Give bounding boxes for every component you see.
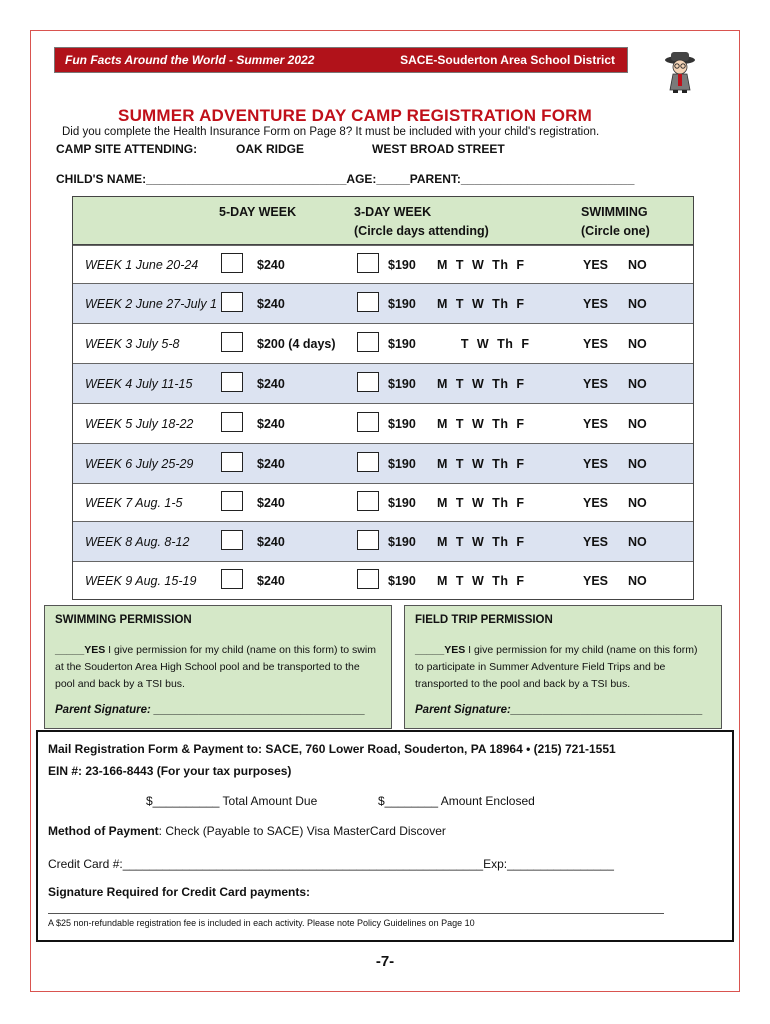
trip-perm-body: I give permission for my child (name on this form) to participate in Summer Adventure Field Trips and be transported to the pool and back by a TSI bus. xyxy=(415,644,698,690)
col-3day-sub: (Circle days attending) xyxy=(354,224,489,238)
field-trip-permission-box xyxy=(404,605,722,729)
table-row xyxy=(73,483,693,521)
price-5day: $240 xyxy=(257,573,285,588)
checkbox-3day[interactable] xyxy=(357,292,379,312)
price-3day: $190 xyxy=(388,495,416,510)
price-5day: $240 xyxy=(257,534,285,549)
checkbox-5day[interactable] xyxy=(221,569,243,589)
days-options[interactable]: M T W Th F xyxy=(437,296,525,311)
price-5day: $240 xyxy=(257,257,285,272)
price-5day: $240 xyxy=(257,376,285,391)
days-options[interactable]: M T W Th F xyxy=(437,376,525,391)
field-trip-permission-text xyxy=(415,642,709,693)
week-label: WEEK 7 Aug. 1-5 xyxy=(85,495,183,510)
banner-right-text: SACE-Souderton Area School District xyxy=(400,53,615,67)
table-row xyxy=(73,521,693,561)
camp-site-oak-ridge[interactable]: OAK RIDGE xyxy=(236,142,305,156)
price-3day: $190 xyxy=(388,257,416,272)
mail-payment-box xyxy=(36,730,734,942)
fee-note: A $25 non-refundable registration fee is included in each activity. Please note Policy Guidelines on Page 10 xyxy=(48,918,475,928)
swimming-permission-box xyxy=(44,605,392,729)
price-5day: $240 xyxy=(257,495,285,510)
mail-address-line: Mail Registration Form & Payment to: SACE, 760 Lower Road, Souderton, PA 18964 • (215) 721-1551 xyxy=(48,742,616,756)
swim-no[interactable]: NO xyxy=(628,376,647,391)
checkbox-5day[interactable] xyxy=(221,292,243,312)
price-5day: $240 xyxy=(257,296,285,311)
checkbox-3day[interactable] xyxy=(357,530,379,550)
camp-site-west-broad[interactable]: WEST BROAD STREET xyxy=(372,142,505,156)
col-5day: 5-DAY WEEK xyxy=(219,205,297,219)
days-options[interactable]: M T W Th F xyxy=(437,416,525,431)
checkbox-3day[interactable] xyxy=(357,412,379,432)
table-row xyxy=(73,323,693,363)
swim-yes[interactable]: YES xyxy=(583,573,609,588)
checkbox-3day[interactable] xyxy=(357,332,379,352)
table-row xyxy=(73,403,693,443)
swimming-permission-text xyxy=(55,642,379,693)
week-label: WEEK 3 July 5-8 xyxy=(85,336,180,351)
table-row xyxy=(73,443,693,483)
week-label: WEEK 1 June 20-24 xyxy=(85,257,199,272)
swim-no[interactable]: NO xyxy=(628,416,647,431)
swim-no[interactable]: NO xyxy=(628,534,647,549)
week-schedule-table xyxy=(72,196,694,600)
week-label: WEEK 8 Aug. 8-12 xyxy=(85,534,190,549)
signature-required: Signature Required for Credit Card payments: xyxy=(48,885,311,899)
swim-yes[interactable]: YES xyxy=(583,296,609,311)
checkbox-5day[interactable] xyxy=(221,530,243,550)
trip-parent-signature[interactable]: Parent Signature:______________________________ xyxy=(415,704,703,716)
child-name-line[interactable]: CHILD'S NAME:______________________________AGE:_____PARENT:__________________________ xyxy=(56,172,635,186)
credit-card-line[interactable]: Credit Card #:______________________________________________________Exp:________________ xyxy=(48,857,614,871)
swim-no[interactable]: NO xyxy=(628,573,647,588)
week-label: WEEK 6 July 25-29 xyxy=(85,456,194,471)
header-banner xyxy=(54,47,628,73)
days-options[interactable]: M T W Th F xyxy=(437,495,525,510)
swim-perm-body: I give permission for my child (name on this form) to swim at the Souderton Area High School pool and be transported to the pool and back by a TSI bus. xyxy=(55,644,376,690)
method-of-payment xyxy=(48,824,446,838)
week-label: WEEK 5 July 18-22 xyxy=(85,416,194,431)
week-rows xyxy=(73,245,693,599)
amount-enclosed[interactable]: $________ Amount Enclosed xyxy=(378,794,535,808)
checkbox-3day[interactable] xyxy=(357,569,379,589)
price-5day: $240 xyxy=(257,456,285,471)
swim-yes[interactable]: YES xyxy=(583,336,609,351)
swim-yes[interactable]: YES xyxy=(583,495,609,510)
price-3day: $190 xyxy=(388,534,416,549)
trip-yes-blank[interactable]: _____YES xyxy=(415,644,466,656)
swim-yes-blank[interactable]: _____YES xyxy=(55,644,106,656)
swim-yes[interactable]: YES xyxy=(583,534,609,549)
price-5day: $200 (4 days) xyxy=(257,336,336,351)
field-trip-permission-heading: FIELD TRIP PERMISSION xyxy=(415,614,553,626)
checkbox-3day[interactable] xyxy=(357,253,379,273)
swim-no[interactable]: NO xyxy=(628,456,647,471)
signature-line[interactable] xyxy=(48,913,664,914)
swimming-permission-heading: SWIMMING PERMISSION xyxy=(55,614,192,626)
swim-no[interactable]: NO xyxy=(628,495,647,510)
swim-yes[interactable]: YES xyxy=(583,456,609,471)
price-3day: $190 xyxy=(388,416,416,431)
price-3day: $190 xyxy=(388,573,416,588)
swim-no[interactable]: NO xyxy=(628,336,647,351)
price-3day: $190 xyxy=(388,336,416,351)
days-options[interactable]: M T W Th F xyxy=(437,257,525,272)
swim-no[interactable]: NO xyxy=(628,257,647,272)
detective-mascot-icon xyxy=(662,50,698,94)
health-note: Did you complete the Health Insurance Form on Page 8? It must be included with your child's registration. xyxy=(62,126,600,138)
col-swimming: SWIMMING xyxy=(581,205,648,219)
checkbox-3day[interactable] xyxy=(357,491,379,511)
method-label: Method of Payment xyxy=(48,824,159,838)
method-options[interactable]: : Check (Payable to SACE) Visa MasterCard Discover xyxy=(158,824,446,838)
checkbox-3day[interactable] xyxy=(357,372,379,392)
week-label: WEEK 4 July 11-15 xyxy=(85,376,193,391)
table-row xyxy=(73,283,693,323)
days-options[interactable]: T W Th F xyxy=(437,336,530,351)
checkbox-5day[interactable] xyxy=(221,491,243,511)
table-row xyxy=(73,363,693,403)
days-options[interactable]: M T W Th F xyxy=(437,573,525,588)
checkbox-3day[interactable] xyxy=(357,452,379,472)
camp-site-label: CAMP SITE ATTENDING: xyxy=(56,142,198,156)
swim-yes[interactable]: YES xyxy=(583,416,609,431)
banner-left-text: Fun Facts Around the World - Summer 2022 xyxy=(65,53,315,67)
page-number: -7- xyxy=(375,953,395,970)
price-3day: $190 xyxy=(388,456,416,471)
swim-yes[interactable]: YES xyxy=(583,257,609,272)
swim-parent-signature[interactable]: Parent Signature: _________________________________ xyxy=(55,704,366,716)
col-3day: 3-DAY WEEK xyxy=(354,205,432,219)
price-5day: $240 xyxy=(257,416,285,431)
price-3day: $190 xyxy=(388,296,416,311)
form-title: SUMMER ADVENTURE DAY CAMP REGISTRATION FORM xyxy=(118,106,592,125)
checkbox-5day[interactable] xyxy=(221,332,243,352)
checkbox-5day[interactable] xyxy=(221,412,243,432)
checkbox-5day[interactable] xyxy=(221,452,243,472)
days-options[interactable]: M T W Th F xyxy=(437,534,525,549)
total-amount-due[interactable]: $__________ Total Amount Due xyxy=(146,794,318,808)
week-label: WEEK 9 Aug. 15-19 xyxy=(85,573,197,588)
week-label: WEEK 2 June 27-July 1 xyxy=(85,296,218,311)
table-row xyxy=(73,561,693,599)
swim-no[interactable]: NO xyxy=(628,296,647,311)
table-header xyxy=(73,197,693,245)
days-options[interactable]: M T W Th F xyxy=(437,456,525,471)
table-row xyxy=(73,245,693,283)
checkbox-5day[interactable] xyxy=(221,253,243,273)
checkbox-5day[interactable] xyxy=(221,372,243,392)
price-3day: $190 xyxy=(388,376,416,391)
col-swimming-sub: (Circle one) xyxy=(581,224,650,238)
ein-line: EIN #: 23-166-8443 (For your tax purposes) xyxy=(48,764,292,778)
swim-yes[interactable]: YES xyxy=(583,376,609,391)
